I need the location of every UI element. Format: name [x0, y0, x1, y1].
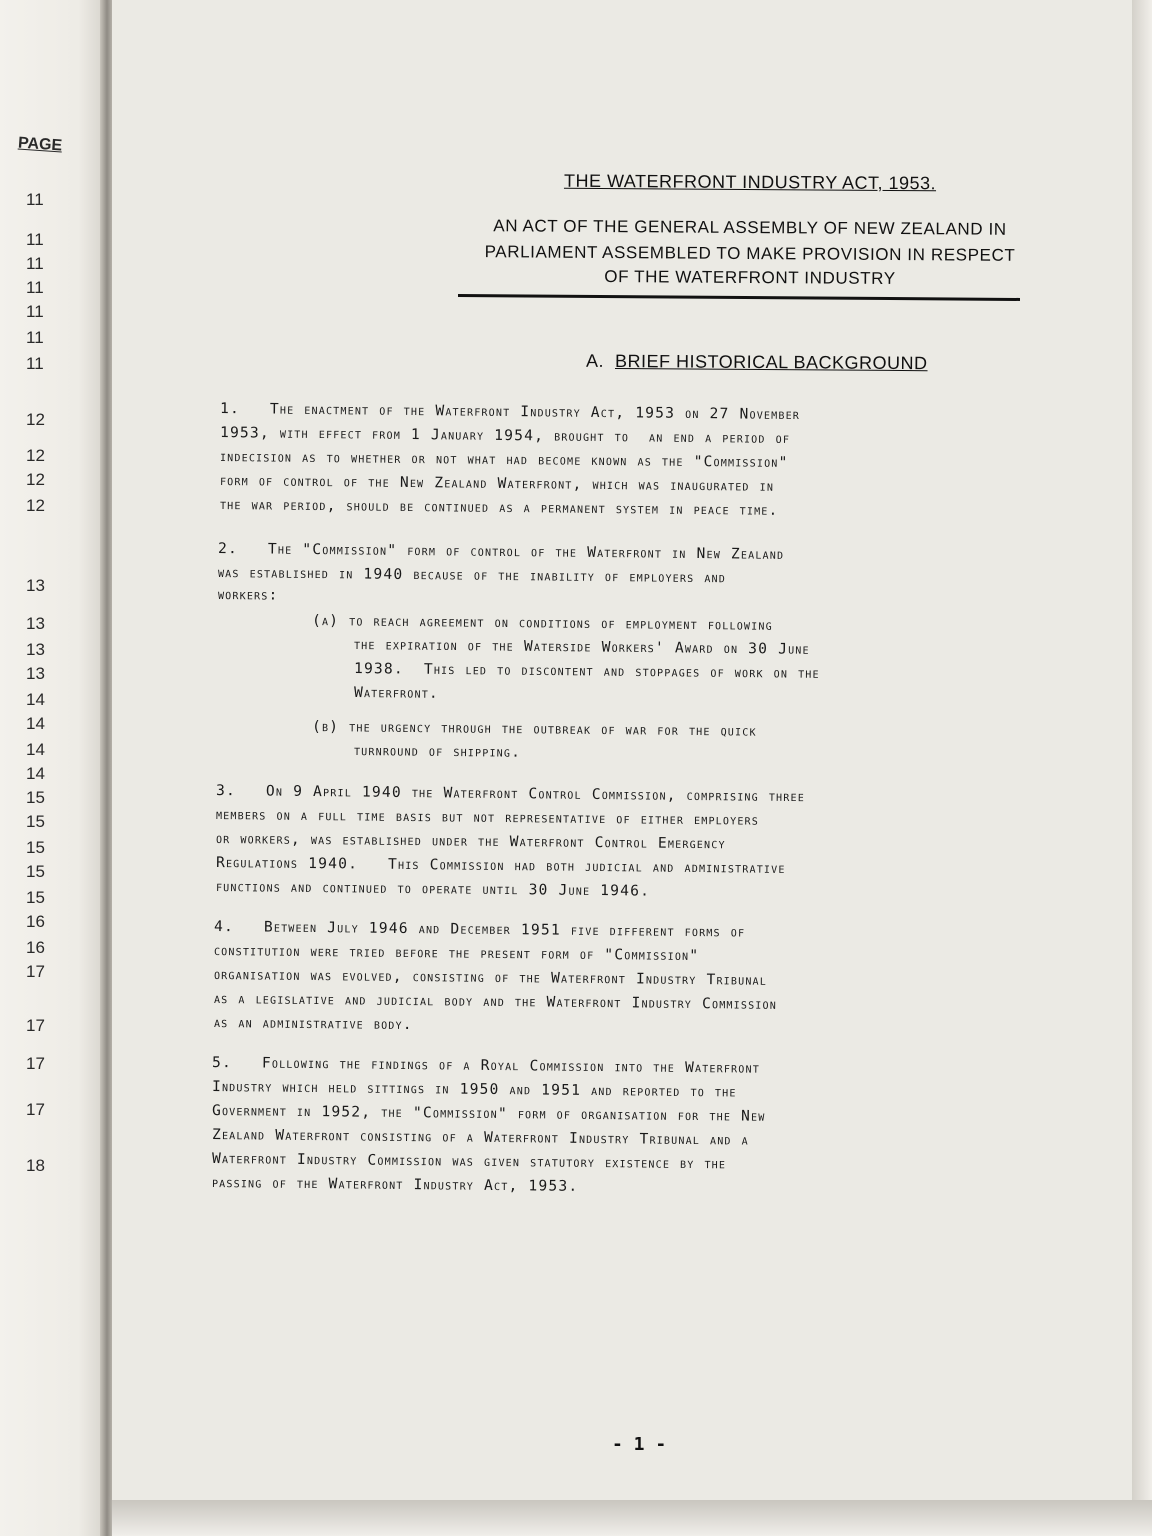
margin-page-number: 11	[26, 230, 44, 249]
act-subtitle-line-1: AN ACT OF THE GENERAL ASSEMBLY OF NEW ZEALAND IN	[493, 216, 1007, 239]
margin-page-number: 17	[26, 1054, 45, 1073]
body-line: Waterfront.	[353, 684, 440, 702]
margin-page-number: 11	[26, 328, 44, 347]
page-footer-number: - 1 -	[612, 1434, 667, 1455]
margin-page-number: 11	[26, 254, 44, 273]
section-heading	[586, 351, 928, 374]
margin-page-number: 11	[26, 354, 44, 373]
margin-page-number: 18	[26, 1156, 45, 1175]
act-subtitle-line-2: PARLIAMENT ASSEMBLED TO MAKE PROVISION IN RESPECT	[484, 242, 1016, 265]
body-line: as an administrative body.	[213, 1014, 413, 1034]
page-stack-edge	[1132, 0, 1152, 1536]
body-line: 2. The "Commission" form of control of the Waterfront in New Zealand	[217, 540, 785, 563]
body-line: workers:	[217, 586, 279, 604]
margin-page-number: 11	[26, 190, 44, 209]
margin-page-number: 13	[26, 664, 45, 683]
margin-page-number: 15	[26, 788, 45, 807]
margin-page-number: 17	[26, 1100, 45, 1119]
body-line: form of control of the New Zealand Waterfront, which was inaugurated in	[219, 472, 775, 495]
section-letter: A.	[585, 350, 605, 371]
body-line: passing of the Waterfront Industry Act, 1953.	[211, 1174, 579, 1195]
margin-page-number: 15	[26, 888, 45, 907]
margin-page-number: 12	[26, 410, 45, 429]
page-column-label: PAGE	[17, 134, 63, 155]
body-line: (b) the urgency through the outbreak of war for the quick	[311, 718, 757, 740]
body-line: 4. Between July 1946 and December 1951 five different forms of	[213, 918, 746, 941]
margin-page-number: 17	[26, 1016, 45, 1035]
body-line: Industry which held sittings in 1950 and 1951 and reported to the	[211, 1078, 737, 1101]
section-title: BRIEF HISTORICAL BACKGROUND	[614, 351, 928, 374]
facing-page	[0, 0, 112, 1536]
margin-page-number: 11	[26, 278, 44, 297]
body-line: indecision as to whether or not what had become known as the "Commission"	[219, 448, 789, 471]
body-line: 1953, with effect from 1 January 1954, brought to an end a period of	[219, 424, 791, 447]
margin-page-number: 15	[26, 862, 45, 881]
body-line: Regulations 1940. This Commission had both judicial and administrative	[215, 854, 786, 877]
margin-page-number: 12	[26, 496, 45, 515]
body-line: 5. Following the findings of a Royal Commission into the Waterfront	[211, 1054, 761, 1077]
body-line: (a) to reach agreement on conditions of employment following	[311, 612, 773, 634]
margin-page-number: 15	[26, 838, 45, 857]
body-line: or workers, was established under the Waterfront Control Emergency	[215, 830, 726, 853]
margin-page-number: 14	[26, 690, 45, 709]
heading-rule	[458, 294, 1020, 301]
act-title: THE WATERFRONT INDUSTRY ACT, 1953.	[563, 170, 937, 194]
margin-page-number: 14	[26, 740, 45, 759]
body-line: 1938. This led to discontent and stoppages of work on the	[353, 660, 820, 682]
body-line: 3. On 9 April 1940 the Waterfront Control Commission, comprising three	[215, 782, 806, 806]
body-line: turnround of shipping.	[353, 742, 522, 761]
document-page	[112, 0, 1132, 1500]
margin-page-number: 15	[26, 812, 45, 831]
body-line: 1. The enactment of the Waterfront Industry Act, 1953 on 27 November	[219, 400, 801, 424]
act-subtitle-line-3: OF THE WATERFRONT INDUSTRY	[604, 266, 896, 289]
body-line: functions and continued to operate until 30 June 1946.	[215, 878, 651, 900]
body-line: constitution were tried before the present form of "Commission"	[213, 942, 700, 965]
body-line: members on a full time basis but not representative of either employers	[215, 806, 760, 829]
body-line: the war period, should be continued as a permanent system in peace time.	[219, 496, 779, 519]
margin-page-number: 14	[26, 714, 45, 733]
page-bottom-edge	[112, 1500, 1152, 1536]
body-line: as a legislative and judicial body and the Waterfront Industry Commission	[213, 990, 778, 1013]
margin-page-number: 13	[26, 640, 45, 659]
margin-page-number: 17	[26, 962, 45, 981]
margin-page-number: 14	[26, 764, 45, 783]
margin-page-number: 12	[26, 470, 45, 489]
body-line: the expiration of the Waterside Workers' Award on 30 June	[353, 636, 810, 658]
body-line: Waterfront Industry Commission was given statutory existence by the	[211, 1150, 727, 1173]
body-line: organisation was evolved, consisting of the Waterfront Industry Tribunal	[213, 966, 768, 989]
margin-page-number: 16	[26, 912, 45, 931]
margin-page-number: 12	[26, 446, 45, 465]
body-line: was established in 1940 because of the inability of employers and	[217, 564, 727, 587]
margin-page-number: 13	[26, 576, 45, 595]
body-line: Government in 1952, the "Commission" form of organisation for the New	[211, 1102, 766, 1125]
margin-page-number: 16	[26, 938, 45, 957]
margin-page-number: 11	[26, 302, 44, 321]
body-line: Zealand Waterfront consisting of a Waterfront Industry Tribunal and a	[211, 1126, 749, 1149]
margin-page-number: 13	[26, 614, 45, 633]
